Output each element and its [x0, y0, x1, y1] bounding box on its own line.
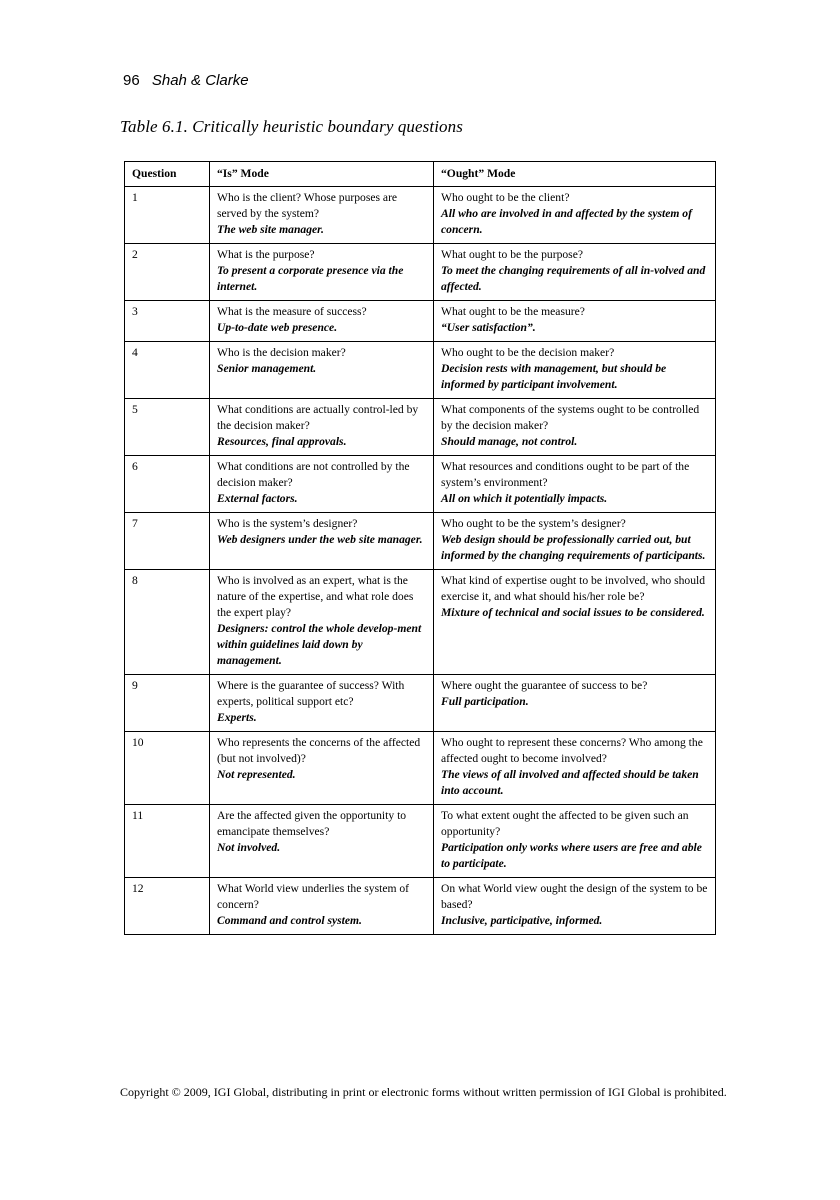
ought-mode-cell — [434, 570, 716, 675]
is-mode-cell — [210, 570, 434, 675]
ought-mode-question: Who ought to be the system’s designer? — [441, 517, 626, 530]
ought-mode-answer: The views of all involved and affected should be taken into account. — [441, 768, 699, 797]
is-mode-question: Who is the client? Whose purposes are served by the system? — [217, 191, 398, 220]
ought-mode-question: Who ought to be the client? — [441, 191, 570, 204]
ought-mode-question: What ought to be the measure? — [441, 305, 585, 318]
is-mode-answer: Up-to-date web presence. — [217, 321, 338, 334]
ought-mode-question: What kind of expertise ought to be involved, who should exercise it, and what should his/her role be? — [441, 574, 706, 603]
is-mode-question: What conditions are actually control-led by the decision maker? — [217, 403, 419, 432]
ought-mode-answer: “User satisfaction”. — [441, 321, 536, 334]
table-row — [125, 301, 716, 342]
is-mode-answer: Senior management. — [217, 362, 317, 375]
is-mode-question: What World view underlies the system of concern? — [217, 882, 410, 911]
ought-mode-question: On what World view ought the design of the system to be based? — [441, 882, 708, 911]
table-row — [125, 732, 716, 805]
is-mode-cell — [210, 805, 434, 878]
ought-mode-cell — [434, 399, 716, 456]
is-mode-cell — [210, 878, 434, 935]
ought-mode-cell — [434, 456, 716, 513]
question-number-cell: 11 — [125, 805, 210, 878]
table-row — [125, 187, 716, 244]
ought-mode-question: What resources and conditions ought to be part of the system’s environment? — [441, 460, 690, 489]
question-number-cell: 9 — [125, 675, 210, 732]
question-number-cell: 1 — [125, 187, 210, 244]
column-header-question: Question — [125, 162, 210, 187]
ought-mode-answer: All who are involved in and affected by the system of concern. — [441, 207, 692, 236]
is-mode-question: Who is involved as an expert, what is the nature of the expertise, and what role does the expert play? — [217, 574, 414, 619]
is-mode-answer: The web site manager. — [217, 223, 324, 236]
is-mode-cell — [210, 513, 434, 570]
question-number-cell: 10 — [125, 732, 210, 805]
table-row — [125, 878, 716, 935]
is-mode-question: Who is the decision maker? — [217, 346, 346, 359]
ought-mode-answer: Participation only works where users are free and able to participate. — [441, 841, 702, 870]
ought-mode-answer: Decision rests with management, but should be informed by participant involvement. — [441, 362, 667, 391]
boundary-questions-table — [124, 161, 716, 935]
ought-mode-question: Who ought to be the decision maker? — [441, 346, 615, 359]
ought-mode-cell — [434, 244, 716, 301]
table-row — [125, 570, 716, 675]
is-mode-question: Where is the guarantee of success? With experts, political support etc? — [217, 679, 405, 708]
table-row — [125, 805, 716, 878]
table-header-row — [125, 162, 716, 187]
table-row — [125, 342, 716, 399]
column-header-ought-mode: “Ought” Mode — [434, 162, 716, 187]
ought-mode-answer: Should manage, not control. — [441, 435, 578, 448]
column-header-is-mode: “Is” Mode — [210, 162, 434, 187]
ought-mode-answer: To meet the changing requirements of all in-volved and affected. — [441, 264, 706, 293]
is-mode-question: What is the purpose? — [217, 248, 315, 261]
running-head-authors: Shah & Clarke — [151, 72, 249, 89]
table-row — [125, 675, 716, 732]
question-number-cell: 6 — [125, 456, 210, 513]
is-mode-question: Who is the system’s designer? — [217, 517, 358, 530]
table-row — [125, 513, 716, 570]
is-mode-answer: To present a corporate presence via the internet. — [217, 264, 404, 293]
ought-mode-answer: Mixture of technical and social issues to be considered. — [441, 606, 705, 619]
ought-mode-cell — [434, 732, 716, 805]
is-mode-answer: Not involved. — [217, 841, 281, 854]
ought-mode-question: To what extent ought the affected to be given such an opportunity? — [441, 809, 689, 838]
is-mode-answer: Resources, final approvals. — [217, 435, 347, 448]
question-number-cell: 2 — [125, 244, 210, 301]
is-mode-answer: Command and control system. — [217, 914, 362, 927]
is-mode-question: Are the affected given the opportunity to emancipate themselves? — [217, 809, 407, 838]
is-mode-question: Who represents the concerns of the affected (but not involved)? — [217, 736, 421, 765]
table-row — [125, 244, 716, 301]
is-mode-answer: Experts. — [217, 711, 257, 724]
is-mode-answer: External factors. — [217, 492, 298, 505]
is-mode-cell — [210, 732, 434, 805]
question-number-cell: 7 — [125, 513, 210, 570]
ought-mode-answer: Full participation. — [441, 695, 529, 708]
page-header — [123, 72, 249, 89]
is-mode-cell — [210, 187, 434, 244]
is-mode-question: What conditions are not controlled by the decision maker? — [217, 460, 410, 489]
is-mode-cell — [210, 675, 434, 732]
ought-mode-cell — [434, 513, 716, 570]
ought-mode-answer: Web design should be professionally carried out, but informed by the changing requirements of participants. — [441, 533, 706, 562]
question-number-cell: 8 — [125, 570, 210, 675]
page-number: 96 — [123, 72, 140, 89]
is-mode-answer: Web designers under the web site manager. — [217, 533, 423, 546]
ought-mode-answer: Inclusive, participative, informed. — [441, 914, 603, 927]
table-body — [125, 187, 716, 935]
is-mode-question: What is the measure of success? — [217, 305, 367, 318]
ought-mode-cell — [434, 301, 716, 342]
ought-mode-cell — [434, 342, 716, 399]
question-number-cell: 3 — [125, 301, 210, 342]
ought-mode-cell — [434, 878, 716, 935]
is-mode-answer: Designers: control the whole develop-ment within guidelines laid down by management. — [217, 622, 422, 667]
ought-mode-question: Where ought the guarantee of success to be? — [441, 679, 648, 692]
ought-mode-cell — [434, 675, 716, 732]
is-mode-answer: Not represented. — [217, 768, 296, 781]
is-mode-cell — [210, 456, 434, 513]
ought-mode-question: Who ought to represent these concerns? Who among the affected ought to become involved? — [441, 736, 703, 765]
is-mode-cell — [210, 244, 434, 301]
ought-mode-cell — [434, 187, 716, 244]
copyright-footer: Copyright © 2009, IGI Global, distributing in print or electronic forms without written permission of IGI Global is prohibited. — [120, 1085, 727, 1099]
ought-mode-answer: All on which it potentially impacts. — [441, 492, 608, 505]
ought-mode-question: What ought to be the purpose? — [441, 248, 583, 261]
ought-mode-question: What components of the systems ought to be controlled by the decision maker? — [441, 403, 700, 432]
ought-mode-cell — [434, 805, 716, 878]
question-number-cell: 12 — [125, 878, 210, 935]
question-number-cell: 5 — [125, 399, 210, 456]
table-row — [125, 456, 716, 513]
is-mode-cell — [210, 301, 434, 342]
question-number-cell: 4 — [125, 342, 210, 399]
table-row — [125, 399, 716, 456]
is-mode-cell — [210, 399, 434, 456]
is-mode-cell — [210, 342, 434, 399]
table-caption: Table 6.1. Critically heuristic boundary questions — [120, 117, 463, 136]
